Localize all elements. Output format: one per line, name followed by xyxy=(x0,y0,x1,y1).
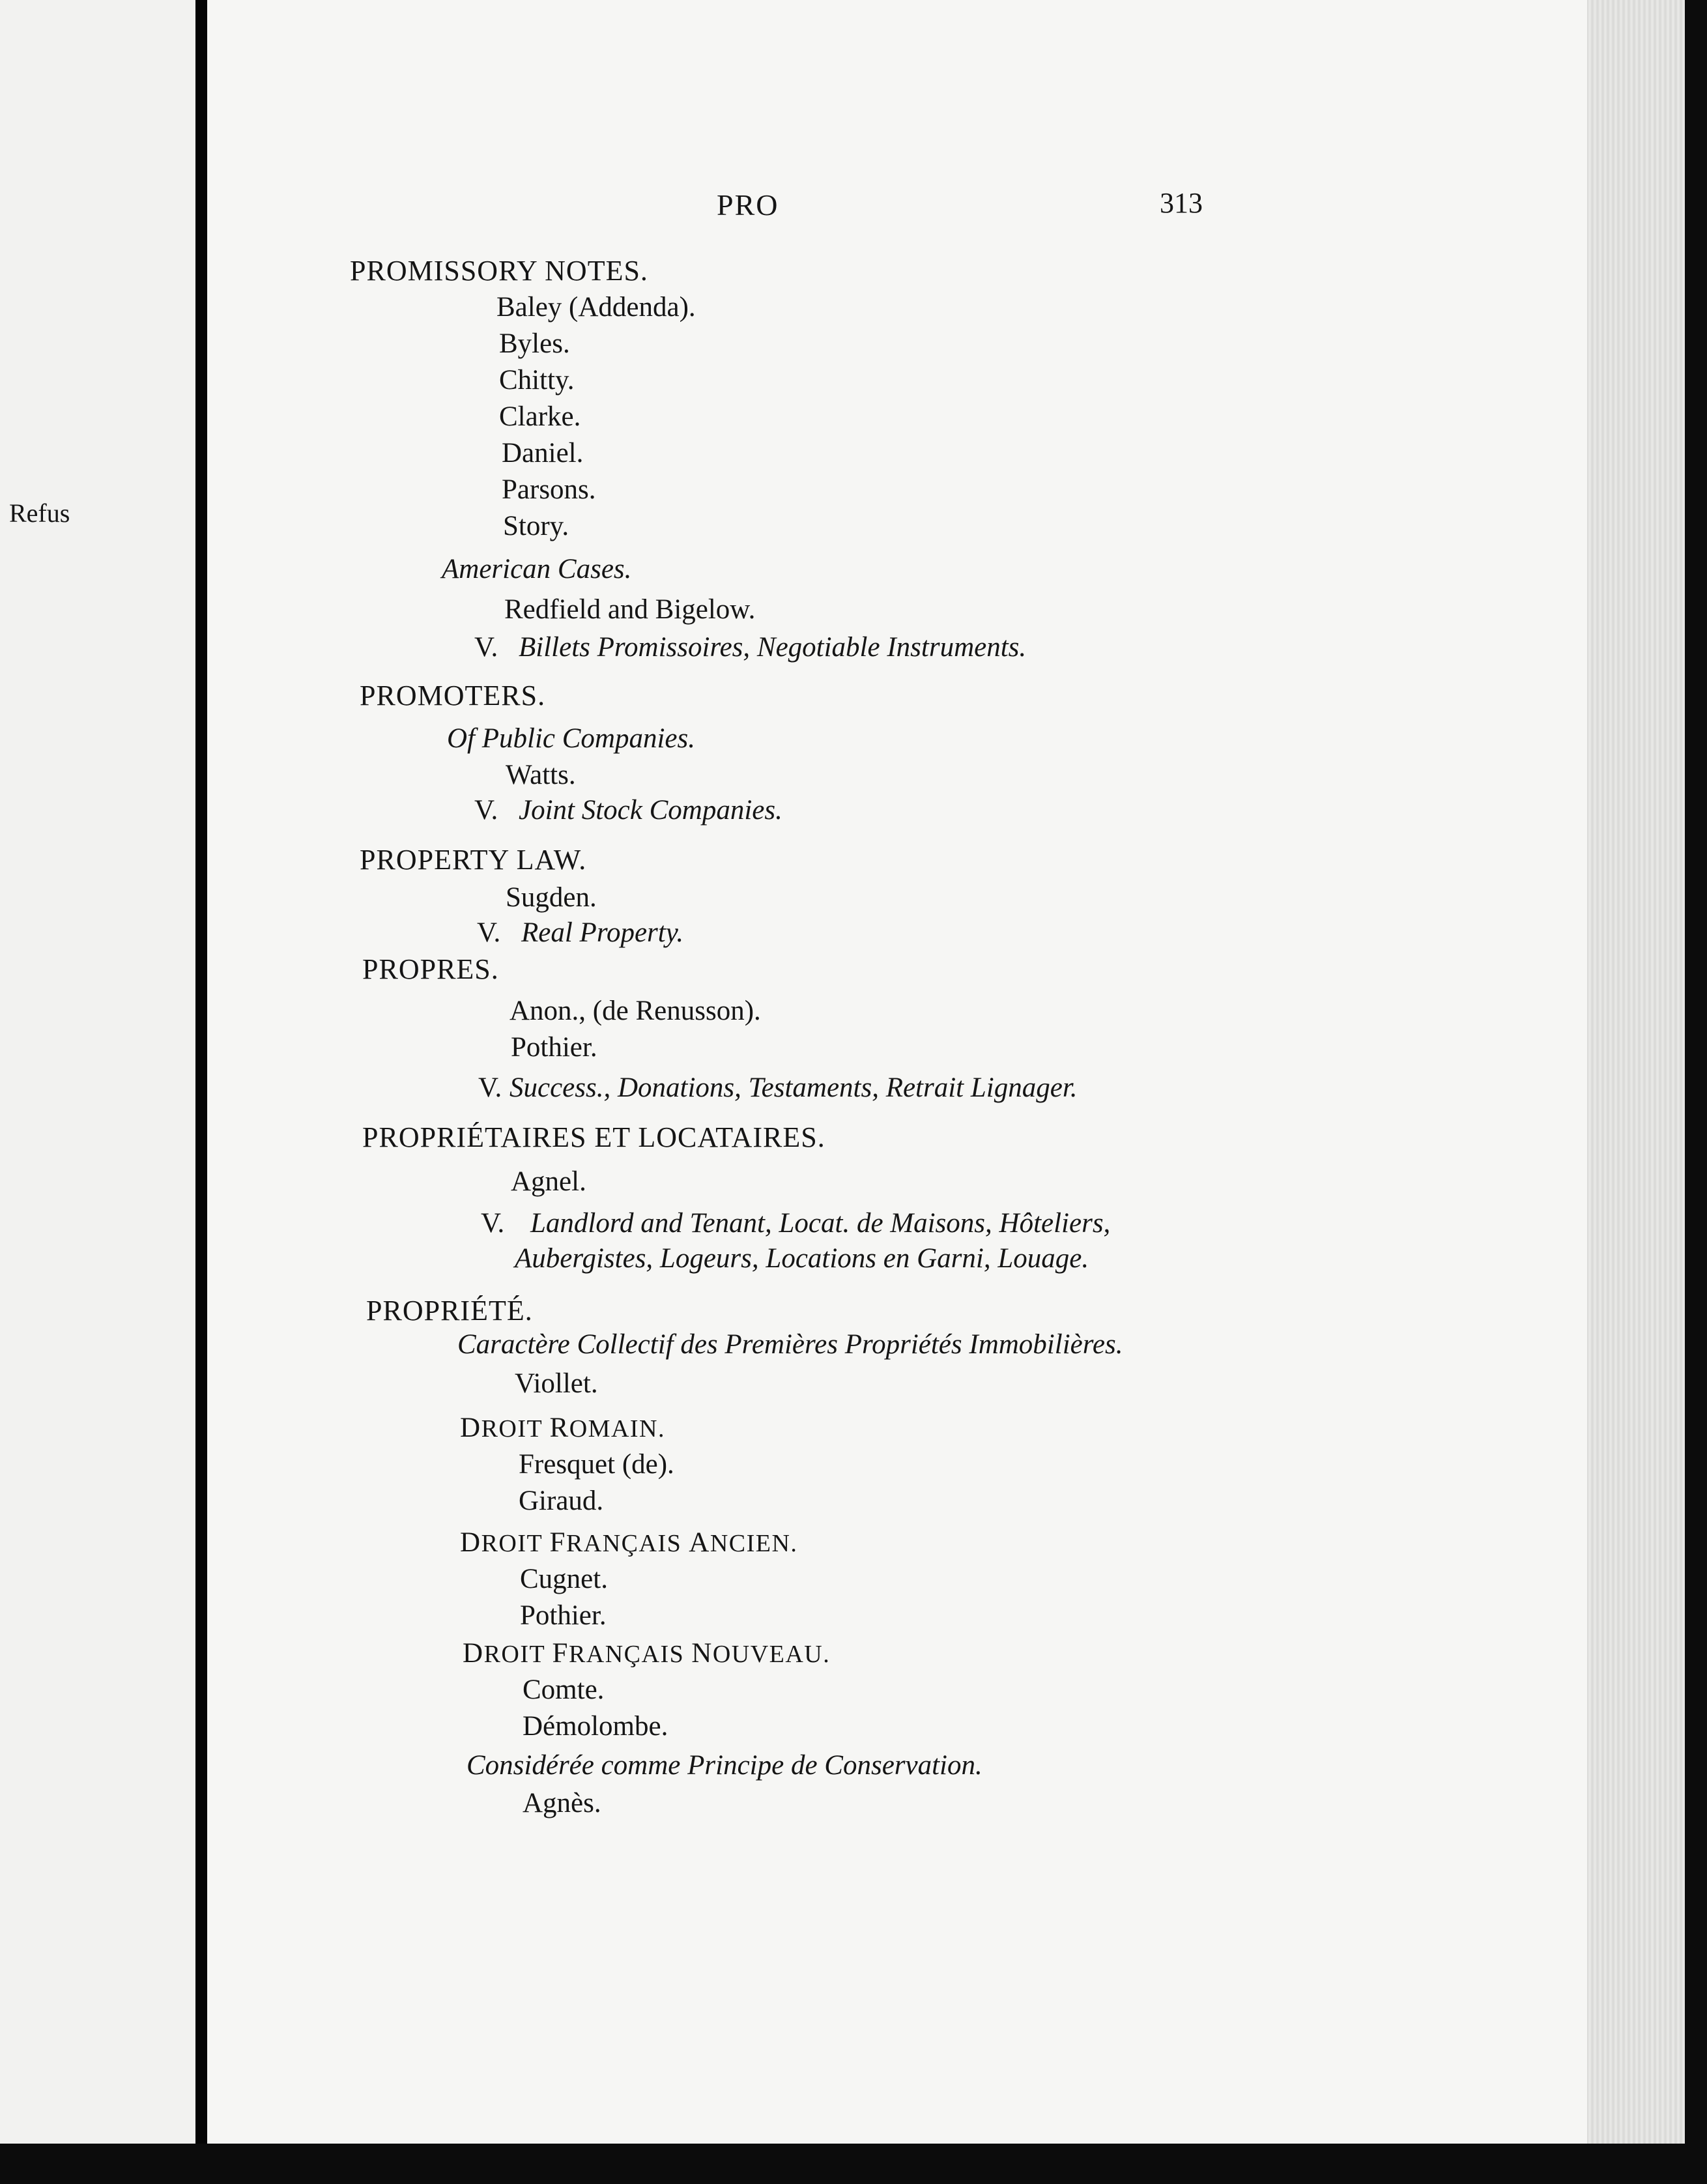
left-page xyxy=(0,0,195,2184)
see-also-references: Joint Stock Companies. xyxy=(519,795,782,826)
book-spine xyxy=(195,0,207,2184)
left-page-fragment: Refus xyxy=(9,498,70,528)
author-entry: Sugden. xyxy=(506,882,597,913)
author-entry: Giraud. xyxy=(519,1486,604,1516)
entry-heading-promoters: PROMOTERS. xyxy=(360,680,546,711)
entry-heading-propriete: PROPRIÉTÉ. xyxy=(366,1295,533,1327)
entry-heading-property-law: PROPERTY LAW. xyxy=(360,844,587,876)
author-entry: Redfield and Bigelow. xyxy=(504,594,756,625)
author-entry: Watts. xyxy=(506,760,576,790)
page-number: 313 xyxy=(1160,187,1203,219)
author-entry: Cugnet. xyxy=(520,1564,608,1594)
author-entry: Clarke. xyxy=(499,401,581,432)
author-entry: Agnel. xyxy=(511,1166,586,1197)
see-also-references: Success., Donations, Testaments, Retrait Lignager. xyxy=(509,1072,1078,1103)
see-also-prefix: V. xyxy=(474,632,498,663)
see-also-references: Real Property. xyxy=(521,917,684,948)
see-also-prefix: V. xyxy=(478,1072,502,1103)
subheading: Caractère Collectif des Premières Propriétés Immobilières. xyxy=(457,1329,1123,1360)
subheading: Considérée comme Principe de Conservation. xyxy=(466,1750,983,1781)
subheading: Of Public Companies. xyxy=(447,723,695,754)
entry-heading-promissory-notes: PROMISSORY NOTES. xyxy=(350,255,648,287)
subheading-small-caps: DROIT FRANÇAIS ANCIEN. xyxy=(460,1527,798,1558)
running-head: PRO xyxy=(717,188,779,222)
subheading-small-caps: DROIT ROMAIN. xyxy=(460,1413,665,1443)
author-entry: Pothier. xyxy=(520,1600,607,1631)
author-entry: Viollet. xyxy=(515,1368,598,1399)
author-entry: Story. xyxy=(503,511,569,541)
subheading-small-caps: DROIT FRANÇAIS NOUVEAU. xyxy=(463,1638,831,1669)
author-entry: Daniel. xyxy=(502,438,584,468)
page-edges xyxy=(1587,0,1685,2184)
author-entry: Baley (Addenda). xyxy=(496,292,696,323)
subheading: American Cases. xyxy=(442,554,632,584)
see-also-prefix: V. xyxy=(477,917,501,948)
author-entry: Parsons. xyxy=(502,474,596,505)
author-entry: Pothier. xyxy=(511,1032,597,1063)
author-entry: Démolombe. xyxy=(523,1711,668,1742)
see-also-references: Billets Promissoires, Negotiable Instruments. xyxy=(519,632,1027,663)
author-entry: Anon., (de Renusson). xyxy=(509,996,761,1026)
author-entry: Agnès. xyxy=(523,1788,601,1818)
see-also-prefix: V. xyxy=(481,1208,505,1239)
see-also-prefix: V. xyxy=(474,795,498,826)
author-entry: Byles. xyxy=(499,328,570,359)
author-entry: Fresquet (de). xyxy=(519,1449,674,1480)
bottom-strip xyxy=(0,2144,1707,2184)
entry-heading-proprietaires: PROPRIÉTAIRES ET LOCATAIRES. xyxy=(362,1121,825,1153)
see-also-references-continued: Aubergistes, Logeurs, Locations en Garni, Louage. xyxy=(515,1243,1089,1274)
author-entry: Comte. xyxy=(523,1674,605,1705)
entry-heading-propres: PROPRES. xyxy=(362,953,499,985)
see-also-references: Landlord and Tenant, Locat. de Maisons, Hôteliers, xyxy=(530,1208,1111,1239)
author-entry: Chitty. xyxy=(499,365,575,395)
